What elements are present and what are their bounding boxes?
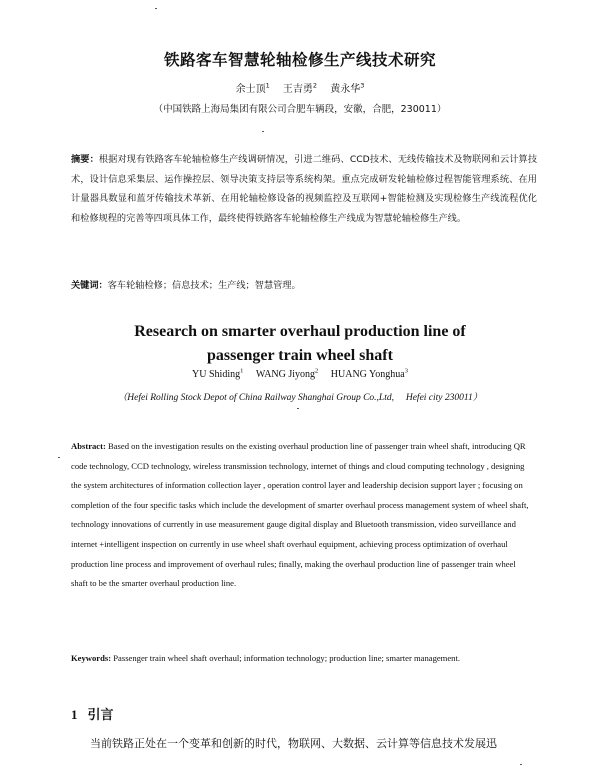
english-keywords (71, 648, 533, 668)
english-keywords-label: Keywords: (71, 653, 112, 663)
author-3 (330, 81, 365, 95)
chinese-affiliation: （中国铁路上海局集团有限公司合肥车辆段，安徽，合肥，230011） (153, 104, 447, 115)
section-number: 1 (71, 707, 78, 722)
scan-speck (262, 131, 264, 132)
scan-speck (58, 457, 60, 458)
scan-speck (297, 408, 299, 409)
author-3 (331, 369, 408, 380)
author-2 (256, 369, 318, 380)
chinese-abstract (71, 150, 537, 228)
author-name: 王吉勇 (282, 84, 313, 95)
author-sup: 2 (312, 81, 318, 90)
author-2 (282, 81, 318, 95)
author-sup: 2 (315, 368, 319, 375)
scan-speck (520, 764, 522, 765)
author-1 (192, 369, 243, 380)
english-authors (0, 368, 600, 380)
author-name: WANG Jiyong (255, 369, 316, 381)
scan-speck (155, 8, 157, 9)
author-1 (235, 81, 270, 95)
chinese-authors (0, 80, 600, 95)
chinese-abstract-label: 摘要： (71, 154, 99, 165)
author-sup: 1 (265, 81, 270, 90)
author-sup: 1 (240, 368, 244, 375)
section-title: 引言 (87, 708, 114, 723)
english-affiliation: （Hefei Rolling Stock Depot of China Railway Shanghai Group Co.,Ltd, Hefei city 230011） (117, 393, 483, 403)
chinese-keywords (71, 277, 537, 291)
author-name: HUANG Yonghua (330, 369, 405, 381)
body-first-line: 当前铁路正处在一个变革和创新的时代，物联网、大数据、云计算等信息技术发展迅 (90, 737, 497, 750)
english-abstract-text: Based on the investigation results on the existing overhaul production line of passenger train wheel shaft, introducing QR code technology, CCD technology, wireless transmission technology, internet of things and cloud computing technology , designing the system architectures of information collection layer , operation control layer and leadership decision support layer ; focusing on completion of the four specific tasks which include the development of smarter overhaul process management system of wheel shaft, technology innovations of currently in use measurement gauge digital display and Bluetooth transmission, video surveillance and internet +intelligent inspection on currently in use wheel shaft overhaul equipment, achieving process optimization of overhaul production line process and improvement of overhaul rules; finally, making the overhaul production line of passenger train wheel shaft to be the smarter overhaul production line. (71, 441, 529, 589)
english-keywords-text: Passenger train wheel shaft overhaul; information technology; production line; smarter management. (113, 653, 461, 663)
english-abstract-label: Abstract: (71, 441, 106, 451)
english-title (0, 320, 600, 368)
chinese-keywords-label: 关键词： (71, 280, 108, 291)
author-name: 余士顶 (235, 84, 266, 95)
chinese-keywords-text: 客车轮轴检修；信息技术；生产线；智慧管理。 (107, 280, 301, 291)
author-sup: 3 (404, 368, 408, 375)
section-heading (71, 704, 114, 723)
english-abstract (71, 437, 533, 594)
author-name: YU Shiding (192, 369, 241, 381)
author-name: 黄永华 (330, 84, 361, 95)
chinese-abstract-text: 根据对现有铁路客车轮轴检修生产线调研情况，引进二维码、CCD技术、无线传输技术及物联网和云计算技术，设计信息采集层、运作操控层、领导决策支持层等系统构架。重点完成研发轮轴检修过程智能管理系统、在用计量器具数显和蓝牙传输技术革新、在用轮轴检修设备的视频监控及互联网+智能检测及实现检修生产线流程优化和检修规程的完善等四项具体工作，最终使得铁路客车轮轴检修生产线成为智慧轮轴检修生产线。 (71, 154, 538, 224)
author-sup: 3 (360, 81, 365, 90)
chinese-title: 铁路客车智慧轮轴检修生产线技术研究 (163, 51, 436, 69)
english-title-line-1: Research on smarter overhaul production line of (134, 323, 466, 340)
english-title-line-2: passenger train wheel shaft (207, 347, 393, 364)
